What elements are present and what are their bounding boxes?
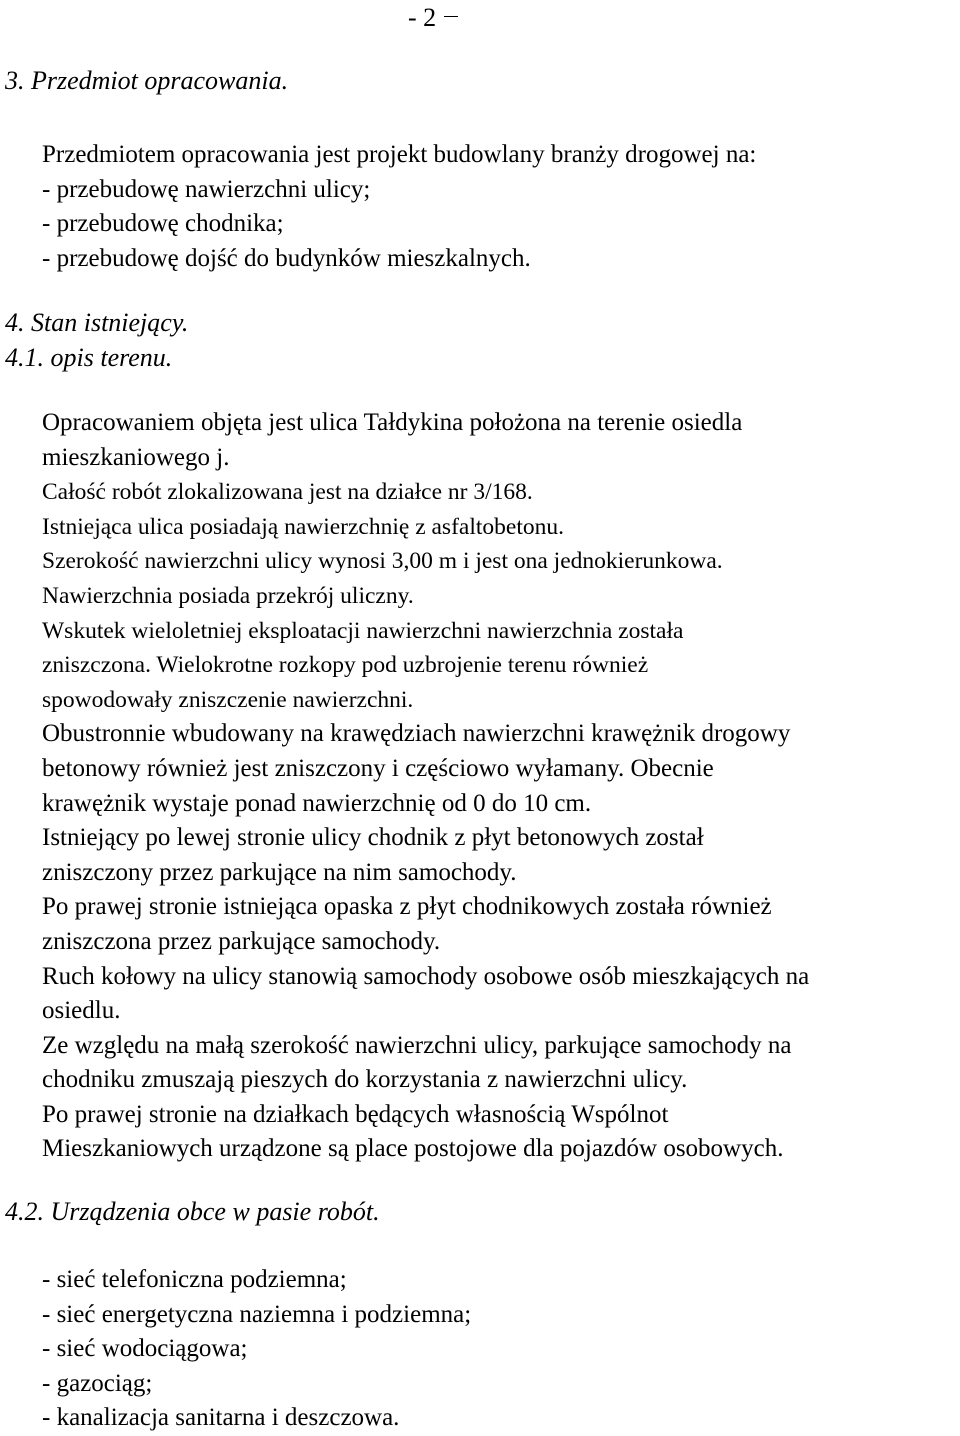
section-body-utilities [42, 1263, 471, 1436]
text-line: Szerokość nawierzchni ulicy wynosi 3,00 m i jest ona jednokierunkowa. [42, 548, 723, 575]
page-number [408, 2, 458, 34]
text-line: Po prawej stronie na działkach będących własnością Wspólnot [42, 1100, 669, 1128]
text-line: Po prawej stronie istniejąca opaska z płyt chodnikowych została również [42, 893, 772, 921]
page-number-dash [444, 16, 458, 17]
text-line: Ze względu na małą szerokość nawierzchni ulicy, parkujące samochody na [42, 1031, 792, 1059]
text-line: mieszkaniowego j. [42, 443, 230, 471]
subsection-heading-terrain: 4.1. opis terenu. [5, 343, 173, 372]
page-number-text: - 2 [408, 3, 437, 32]
text-line: Obustronnie wbudowany na krawędziach nawierzchni krawężnik drogowy [42, 720, 791, 748]
text-line: Istniejąca ulica posiadają nawierzchnię z asfaltobetonu. [42, 513, 564, 540]
list-item: - przebudowę nawierzchni ulicy; [42, 175, 371, 203]
section-heading-state: 4. Stan istniejący. [5, 308, 189, 337]
section-body-subject [42, 138, 756, 276]
section-body-state [42, 406, 809, 1167]
text-line: Mieszkaniowych urządzone są place postojowe dla pojazdów osobowych. [42, 1135, 784, 1163]
list-item: - sieć wodociągowa; [42, 1335, 248, 1363]
list-item: - przebudowę dojść do budynków mieszkalnych. [42, 244, 531, 272]
text-line: betonowy również jest zniszczony i częściowo wyłamany. Obecnie [42, 754, 714, 782]
section-heading-subject: 3. Przedmiot opracowania. [5, 66, 289, 95]
text-line: chodniku zmuszają pieszych do korzystania z nawierzchni ulicy. [42, 1066, 688, 1094]
text-line: Wskutek wieloletniej eksploatacji nawierzchni nawierzchnia została [42, 617, 684, 644]
text-line: Ruch kołowy na ulicy stanowią samochody osobowe osób mieszkających na [42, 962, 810, 990]
text-line: osiedlu. [42, 997, 121, 1025]
text-line: Istniejący po lewej stronie ulicy chodnik z płyt betonowych został [42, 824, 704, 852]
text-line: krawężnik wystaje ponad nawierzchnię od 0 do 10 cm. [42, 789, 592, 817]
text-line: Nawierzchnia posiada przekrój uliczny. [42, 582, 414, 609]
text-line: zniszczony przez parkujące na nim samochody. [42, 858, 517, 886]
subsection-heading-utilities: 4.2. Urządzenia obce w pasie robót. [5, 1197, 380, 1226]
list-item: - gazociąg; [42, 1369, 153, 1397]
text-line: zniszczona. Wielokrotne rozkopy pod uzbrojenie terenu również [42, 652, 649, 679]
text-line: spowodowały zniszczenie nawierzchni. [42, 686, 414, 713]
list-item: - sieć energetyczna naziemna i podziemna; [42, 1300, 472, 1328]
text-line: zniszczona przez parkujące samochody. [42, 927, 441, 955]
text-line: Przedmiotem opracowania jest projekt budowlany branży drogowej na: [42, 141, 757, 168]
text-line: Całość robót zlokalizowana jest na działce nr 3/168. [42, 479, 533, 506]
list-item: - kanalizacja sanitarna i deszczowa. [42, 1404, 400, 1432]
list-item: - sieć telefoniczna podziemna; [42, 1266, 347, 1293]
text-line: Opracowaniem objęta jest ulica Tałdykina położona na terenie osiedla [42, 409, 743, 436]
list-item: - przebudowę chodnika; [42, 210, 284, 238]
